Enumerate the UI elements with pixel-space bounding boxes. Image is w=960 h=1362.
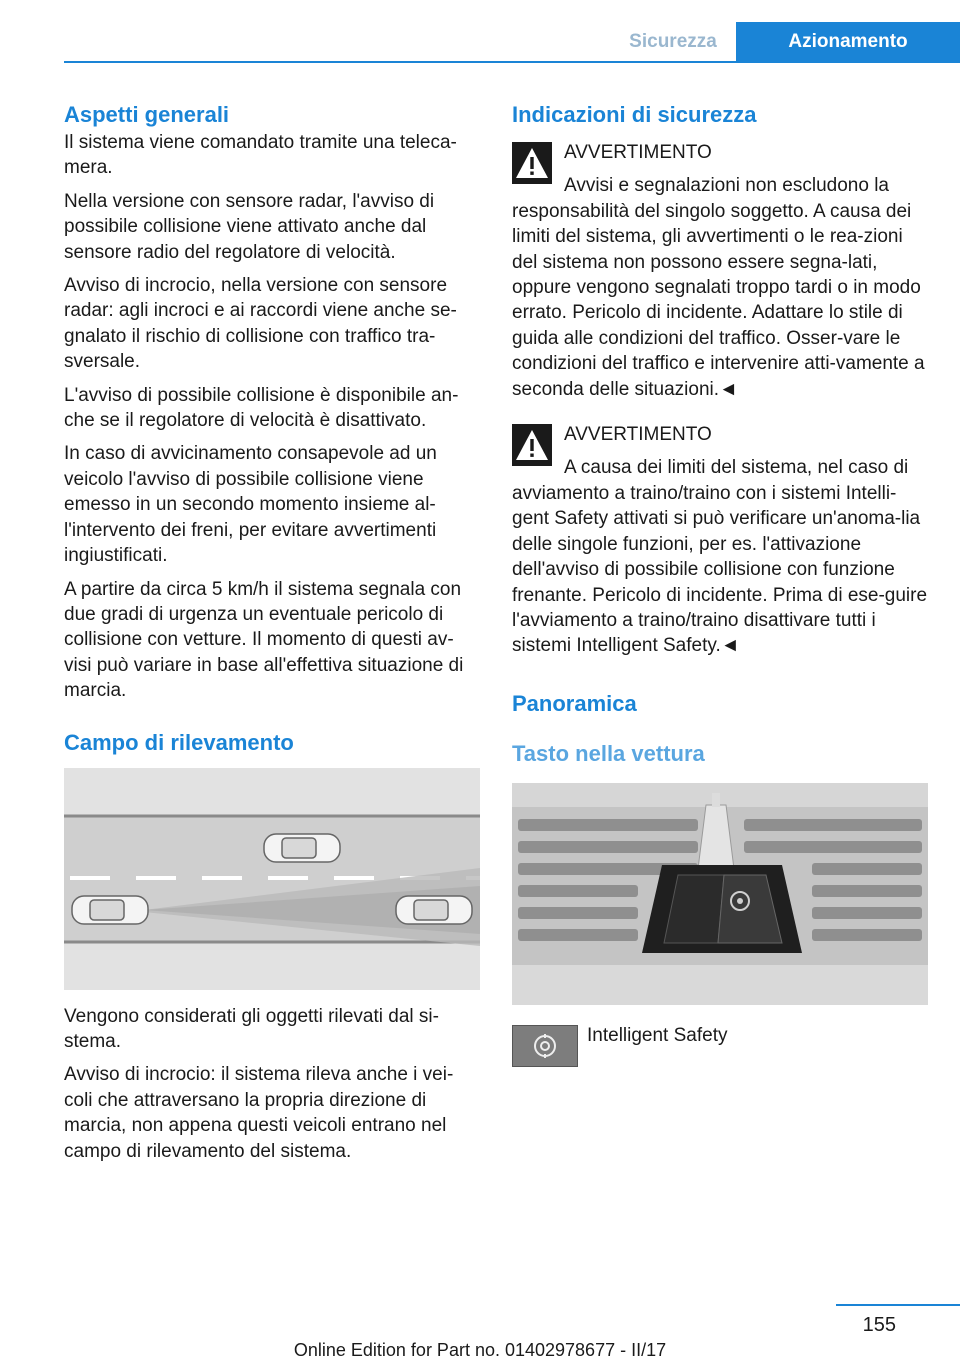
right-column (512, 100, 928, 1063)
detection-range-illustration (64, 768, 480, 990)
button-legend (512, 1023, 928, 1063)
paragraph: In caso di avvicinamento consapevole ad un veicolo l'avviso di possibile collisione viene emesso in un secondo momento insieme al-l'intervento dei freni, per evitare avvertimenti ingiustificati. (64, 443, 437, 567)
vehicle-button-photo (512, 783, 928, 1005)
warning-triangle-icon (512, 424, 552, 466)
warning-label: AVVERTIMENTO (564, 142, 712, 163)
edition-note: Online Edition for Part no. 01402978677 - II/17 (293, 1340, 667, 1360)
warning-label: AVVERTIMENTO (564, 424, 712, 446)
footer-rule (836, 1304, 960, 1306)
paragraph: Avviso di incrocio: il sistema rileva anche i vei-coli che attraversano la propria direzione di marcia, non appena questi veicoli entrano nel campo di rilevamento del sistema. (64, 1064, 454, 1162)
heading-detection-range: Campo di rilevamento (64, 729, 294, 755)
car-icon (264, 834, 340, 862)
warning-triangle-icon (512, 142, 552, 184)
warning-block (512, 422, 928, 447)
heading-general: Aspetti generali (64, 102, 230, 127)
paragraph: Vengono considerati gli oggetti rilevati dal si-stema. (64, 1005, 439, 1052)
paragraph: Avviso di incrocio, nella versione con sensore radar: agli incroci e ai raccordi viene anche se-gnalato il rischio di collisione con traffico tra-sversale. (64, 275, 457, 373)
header-section-tab[interactable]: Sicurezza (629, 31, 717, 52)
button-caption: Intelligent Safety (587, 1024, 728, 1046)
warning-text: Avvisi e segnalazioni non escludono la responsabilità del singolo soggetto. A causa dei limiti del sistema, gli avvertimenti o le rea-zioni del sistema non possono essere segna-lati, oppure vengono segnalati troppo tardi o in modo errato. Pericolo di incidente. Adattare lo stile di guida alle condizioni del traffico. Osser-vare le condizioni del traffico e intervenire atti-vamente a seconda delle situazioni.◄ (512, 175, 925, 400)
intelligent-safety-button-icon (512, 1025, 578, 1067)
page-number: 155 (862, 1314, 896, 1336)
heading-safety-notes: Indicazioni di sicurezza (512, 102, 757, 127)
heading-overview: Panoramica (512, 690, 637, 716)
left-column (64, 100, 480, 1172)
heading-button-in-vehicle: Tasto nella vettura (512, 740, 705, 766)
header-rule (64, 61, 960, 63)
warning-block (512, 140, 928, 165)
paragraph: Il sistema viene comandato tramite una teleca-mera. (64, 132, 457, 179)
paragraph: L'avviso di possibile collisione è disponibile an-che se il regolatore di velocità è disattivato. (64, 384, 459, 432)
warning-text: A causa dei limiti del sistema, nel caso di avviamento a traino/traino con i sistemi Intelli-gent Safety attivati si può verificare un'anoma-lia delle singole funzioni, per es. l'attivazione dell'avviso di possibile collisione con funzione frenante. Pericolo di incidente. Prima di ese-guire l'avviamento a traino/traino disattivare tutti i sistemi Intelligent Safety.◄ (512, 457, 928, 657)
header-chapter-tab[interactable]: Azionamento (736, 22, 960, 61)
paragraph: A partire da circa 5 km/h il sistema segnala con due gradi di urgenza un eventuale pericolo di collisione con vetture. Il momento di questi av-visi può variare in base all'effettiva situazione di marcia. (64, 578, 464, 702)
paragraph: Nella versione con sensore radar, l'avviso di possibile collisione viene attivato anche dal sensore radio del regolatore di velocità. (64, 190, 435, 263)
